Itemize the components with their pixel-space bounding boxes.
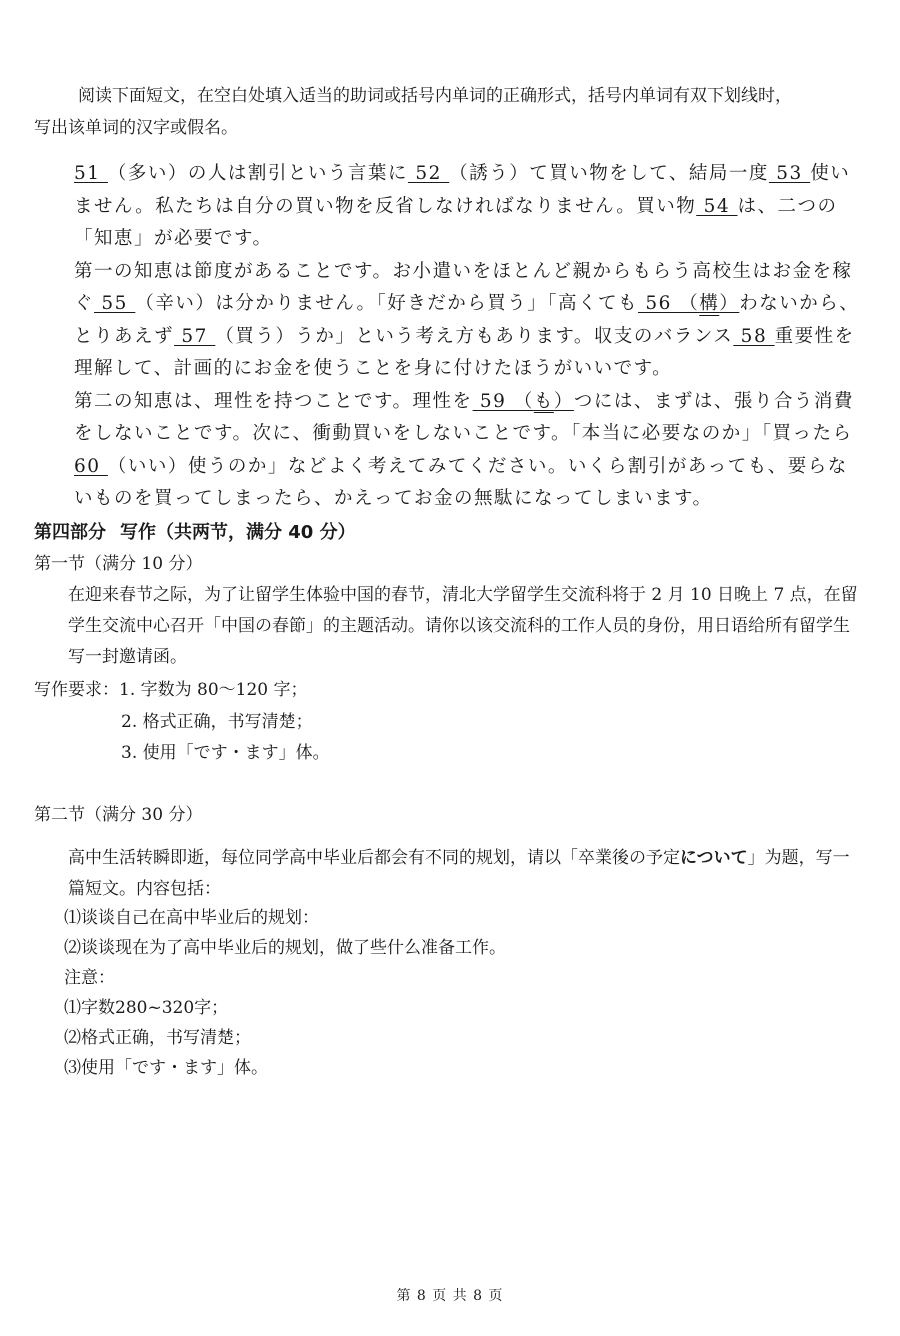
part-1-heading: 第一节（满分 10 分） bbox=[34, 554, 203, 574]
blank-59-close: ） bbox=[553, 390, 574, 412]
list-item: ⑵谈谈现在为了高中毕业后的规划，做了些什么准备工作。 bbox=[64, 938, 506, 958]
passage-text: は、二つの「知恵」が必要です。 bbox=[74, 195, 838, 249]
passage-paragraph-1 bbox=[34, 158, 864, 256]
list-item: ⑴字数280~320字； bbox=[64, 998, 229, 1018]
double-underlined-word: も bbox=[533, 390, 554, 412]
part-2-body bbox=[34, 843, 864, 905]
section-4-title bbox=[34, 518, 356, 544]
part-2-body-bold: について bbox=[680, 848, 748, 868]
blank-52: 52 bbox=[407, 163, 450, 184]
section-4-subtitle: 写作（共两节，满分 40 分） bbox=[120, 522, 356, 543]
part-2-body-text: 」为题，写一篇短文。内容包括： bbox=[68, 848, 850, 899]
blank-56-number: 56 （ bbox=[637, 293, 700, 314]
passage-text: （誘う）て買い物をして、結局一度 bbox=[449, 163, 769, 184]
part-2-items bbox=[64, 903, 506, 1083]
blank-59 bbox=[473, 391, 574, 412]
reading-instruction bbox=[34, 80, 864, 144]
section-4-label: 第四部分 bbox=[34, 522, 106, 543]
passage-text: つには、まずは、張り合う消費をしないことです。次に、衝動買いをしないことです。「本当に必要なのか」「買ったら bbox=[74, 390, 854, 444]
list-item: ⑴谈谈自己在高中毕业后的规划： bbox=[64, 908, 319, 928]
japanese-passage bbox=[34, 158, 864, 516]
requirement-row-1 bbox=[34, 675, 330, 707]
part-2-body-text: 高中生活转瞬即逝，每位同学高中毕业后都会有不同的规划，请以「卒業後の予定 bbox=[68, 848, 680, 868]
passage-paragraph-3 bbox=[34, 386, 864, 516]
part-2 bbox=[34, 800, 864, 905]
passage-text: わないから、とりあえず bbox=[74, 293, 860, 347]
passage-text: （多い）の人は割引という言葉に bbox=[107, 163, 408, 184]
passage-text: 使いません。私たちは自分の買い物を反省しなければなりません。買い物 bbox=[74, 163, 851, 217]
requirement-2: 2. 格式正确，书写清楚； bbox=[121, 711, 313, 732]
list-item: 注意： bbox=[64, 968, 115, 988]
page-number-footer: 第 8 页 共 8 页 bbox=[396, 1288, 504, 1304]
part-1-requirements bbox=[34, 675, 330, 770]
passage-text: （いい）使うのか」などよく考えてみてください。いくら割引があっても、要らないものを買ってしまったら、かえってお金の無駄になってしまいます。 bbox=[74, 455, 848, 509]
part-2-heading: 第二节（满分 30 分） bbox=[34, 805, 203, 825]
blank-59-number: 59 （ bbox=[472, 390, 534, 412]
double-underlined-word: 構 bbox=[699, 293, 720, 314]
passage-text: 第二の知恵は、理性を持つことです。理性を bbox=[74, 390, 473, 412]
requirement-1: 1. 字数为 80～120 字； bbox=[119, 680, 308, 700]
passage-text: 重要性を理解して、計画的にお金を使うことを身に付けたほうがいいです。 bbox=[74, 325, 855, 379]
blank-53: 53 bbox=[768, 163, 811, 184]
passage-text: （辛い）は分かりません。「好きだから買う」「高くても bbox=[135, 293, 638, 314]
blank-60: 60 bbox=[74, 455, 108, 477]
part-1 bbox=[34, 549, 864, 673]
blank-51: 51 bbox=[74, 163, 108, 184]
passage-text: 第一の知恵は節度があることです。お小遣いをほとんど親からもらう高校生はお金を稼ぐ bbox=[74, 260, 853, 314]
blank-54: 54 bbox=[696, 195, 738, 217]
blank-55: 55 bbox=[94, 293, 136, 314]
requirement-3: 3. 使用「です・ます」体。 bbox=[121, 743, 330, 763]
blank-57: 57 bbox=[174, 325, 216, 347]
instruction-line-2: 写出该单词的汉字或假名。 bbox=[34, 118, 238, 138]
part-1-body: 在迎来春节之际，为了让留学生体验中国的春节，清北大学留学生交流科将于 2 月 10 日晚上 7 点，在留学生交流中心召开「中国の春節」的主题活动。请你以该交流科的工作人员的身份，用日语给所有留学生写一封邀请函。 bbox=[68, 585, 858, 667]
passage-text: （買う）うか」という考え方もあります。収支のバランス bbox=[215, 325, 734, 347]
list-item: ⑶使用「です・ます」体。 bbox=[64, 1058, 268, 1078]
requirements-label: 写作要求： bbox=[34, 680, 119, 700]
blank-56 bbox=[638, 293, 739, 314]
blank-58: 58 bbox=[733, 325, 775, 347]
list-item: ⑵格式正确，书写清楚； bbox=[64, 1028, 251, 1048]
instruction-line-1: 阅读下面短文，在空白处填入适当的助词或括号内单词的正确形式，括号内单词有双下划线时， bbox=[78, 86, 792, 106]
passage-paragraph-2 bbox=[34, 256, 864, 386]
blank-56-close: ） bbox=[719, 293, 740, 314]
